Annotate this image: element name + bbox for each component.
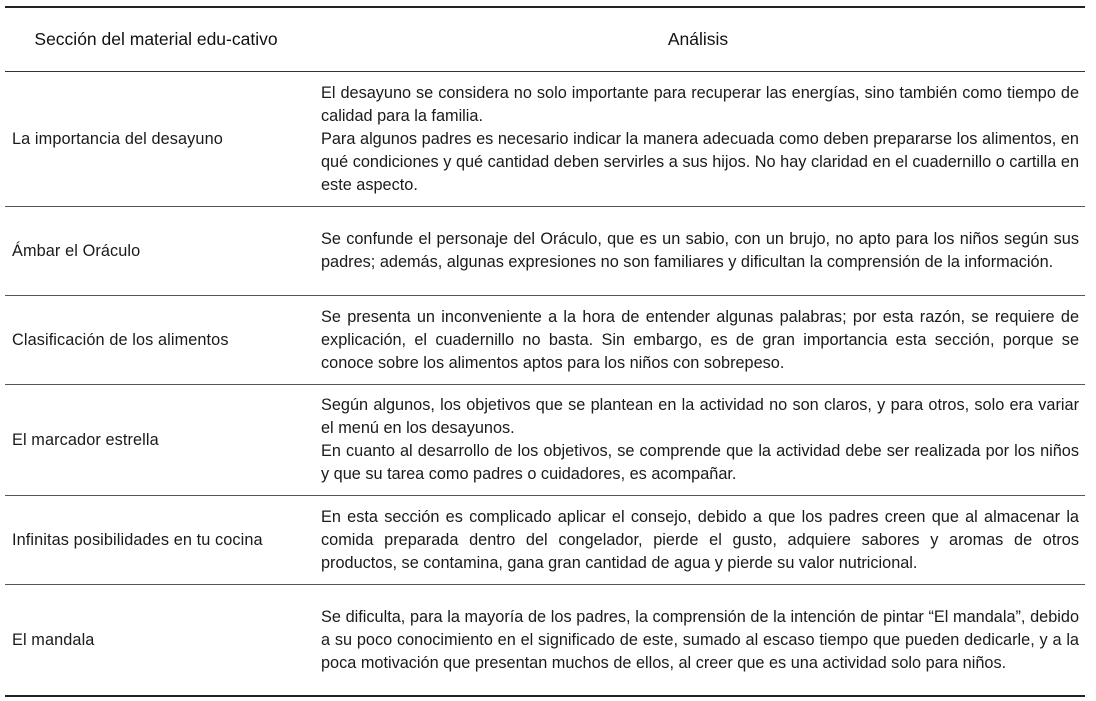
analysis-paragraph: Según algunos, los objetivos que se plantean en la actividad no son claros, y para otros, solo era variar el menú en los desayunos.	[321, 396, 1079, 437]
row-section: Infinitas posibilidades en tu cocina	[5, 496, 311, 585]
row-analysis	[311, 72, 1085, 207]
header-section-label: Sección del material edu-cativo	[34, 29, 278, 49]
row-section: Ámbar el Oráculo	[5, 207, 311, 296]
table-row	[5, 207, 1085, 296]
table-row	[5, 385, 1085, 496]
table-header-row	[5, 7, 1085, 72]
analysis-paragraph: El desayuno se considera no solo importante para recuperar las energías, sino también como tiempo de calidad para la familia.	[321, 83, 1079, 125]
analysis-paragraph: Se dificulta, para la mayoría de los padres, la comprensión de la intención de pintar “El mandala”, debido a su poco conocimiento en el significado de este, sumado al escaso tiempo que pueden dedicarle, y a la poca motivación que presentan muchos de ellos, al creer que es una actividad solo para niños.	[321, 607, 1079, 672]
row-analysis	[311, 585, 1085, 697]
analysis-paragraph: Se confunde el personaje del Oráculo, que es un sabio, con un brujo, no apto para los niños según sus padres; además, algunas expresiones no son familiares y dificultan la comprensión de la información.	[321, 230, 1079, 271]
analysis-paragraph: Se presenta un inconveniente a la hora de entender algunas palabras; por esta razón, se requiere de explicación, el cuadernillo no basta. Sin embargo, es de gran importancia esta sección, porque se conoce sobre los alimentos aptos para los niños con sobrepeso.	[321, 307, 1079, 372]
row-analysis	[311, 385, 1085, 496]
header-analysis	[311, 7, 1085, 72]
row-analysis	[311, 207, 1085, 296]
row-section: La importancia del desayuno	[5, 72, 311, 207]
row-analysis	[311, 496, 1085, 585]
table-row	[5, 296, 1085, 385]
table-row	[5, 72, 1085, 207]
header-section	[5, 7, 311, 72]
row-section: El mandala	[5, 585, 311, 697]
row-section: El marcador estrella	[5, 385, 311, 496]
analysis-paragraph: En cuanto al desarrollo de los objetivos, se comprende que la actividad debe ser realizada por los niños y que su tarea como padres o cuidadores, es acompañar.	[321, 442, 1079, 483]
analysis-paragraph: En esta sección es complicado aplicar el consejo, debido a que los padres creen que al almacenar la comida preparada dentro del congelador, pierde el gusto, adquiere sabores y aromas de otros productos, se contamina, gana gran cantidad de agua y pierde su valor nutricional.	[321, 507, 1079, 572]
table-row	[5, 585, 1085, 697]
row-section: Clasificación de los alimentos	[5, 296, 311, 385]
analysis-paragraph: Para algunos padres es necesario indicar la manera adecuada como deben prepararse los alimentos, en qué condiciones y qué cantidad deben servirles a sus hijos. No hay claridad en el cuadernillo o cartilla en este aspecto.	[321, 129, 1079, 194]
analysis-table	[5, 6, 1085, 697]
header-analysis-label: Análisis	[667, 29, 729, 49]
analysis-table-container	[5, 6, 1085, 697]
table-row	[5, 496, 1085, 585]
row-analysis	[311, 296, 1085, 385]
